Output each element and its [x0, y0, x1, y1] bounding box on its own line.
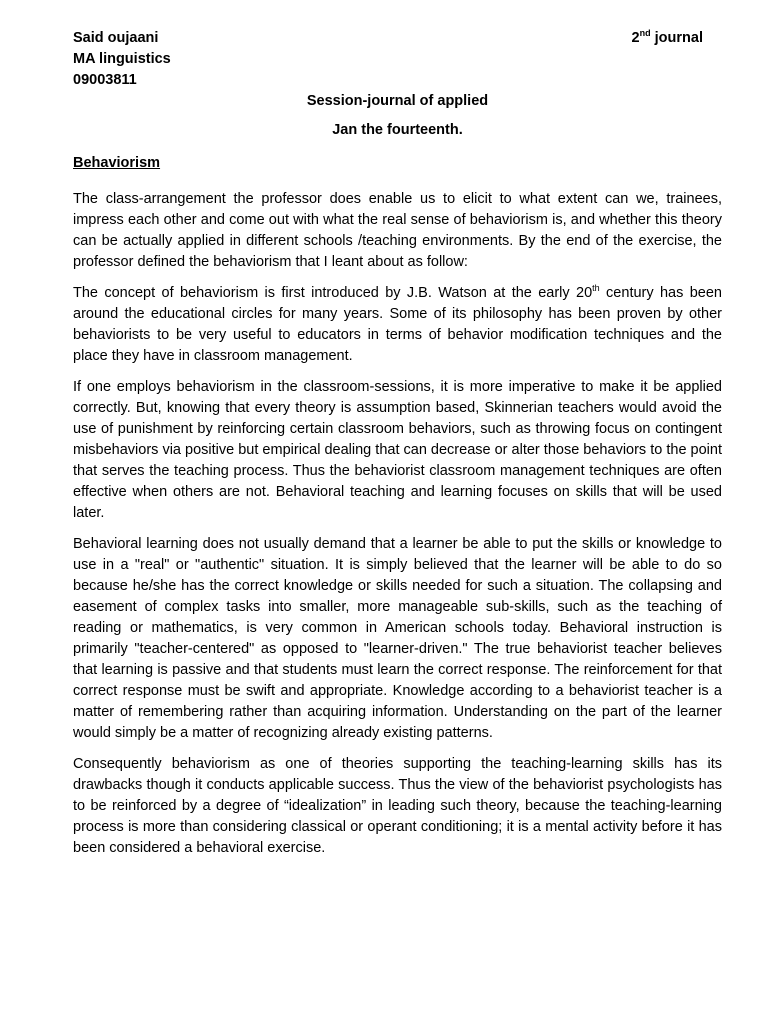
journal-number: 2 — [631, 30, 640, 46]
document-header — [73, 28, 722, 91]
journal-word: journal — [650, 30, 703, 46]
journal-ordinal-suffix: nd — [639, 28, 651, 38]
paragraph-2 — [73, 283, 722, 367]
paragraph-1: The class-arrangement the professor does enable us to elicit to what extent can we, trainees, impress each other and come out with what the real sense of behaviorism is, and whether this theory can be actually applied in different schools /teaching environments. By the end of the exercise, the professor defined the behaviorism that I leant about as follow: — [73, 191, 722, 270]
journal-number-label — [632, 28, 703, 49]
paragraph-2-superscript: th — [592, 283, 600, 293]
paragraph-2-text-end: century has been around the educational circles for many years. Some of its philosophy has been proven by other behaviorists to be very useful to educators in terms of behavior modification techniques and the place they have in classroom management. — [73, 285, 722, 364]
author-block — [73, 28, 171, 91]
paragraph-3: If one employs behaviorism in the classroom-sessions, it is more imperative to make it be applied correctly. But, knowing that every theory is assumption based, Skinnerian teachers would avoid the use of punishment by reinforcing certain classroom behaviors, such as throwing focus on contingent misbehaviors via positive but empirical dealing that can decrease or alter those behaviors to the point that serves the teaching process. Thus the behaviorist classroom management techniques are often effective when others are not. Behavioral teaching and learning focuses on skills that will be used later. — [73, 379, 722, 521]
section-heading: Behaviorism — [73, 155, 161, 171]
student-id: 09003811 — [73, 72, 137, 88]
document-page — [73, 28, 722, 859]
paragraph-2-text-start: The concept of behaviorism is first introduced by J.B. Watson at the early 20 — [73, 285, 593, 301]
document-date: Jan the fourteenth. — [332, 122, 463, 138]
document-title: Session-journal of applied — [306, 93, 489, 109]
author-degree: MA linguistics — [73, 51, 171, 67]
author-name: Said oujaani — [73, 30, 159, 46]
paragraph-4: Behavioral learning does not usually demand that a learner be able to put the skills or knowledge to use in a "real" or "authentic" situation. It is simply believed that the learner will be able to do so because he/she has the correct knowledge or skills needed for such a situation. The collapsing and easement of complex tasks into smaller, more manageable sub-skills, such as the teaching of reading or mathematics, is very common in American schools today. Behavioral instruction is primarily "teacher-centered" as opposed to "learner-driven." The true behaviorist teacher believes that learning is passive and that students must learn the correct response. The reinforcement for that correct response must be swift and appropriate. Knowledge according to a behaviorist teacher is a matter of remembering rather than acquiring information. Understanding on the part of the learner would simply be a matter of recognizing already existing patterns. — [73, 536, 722, 741]
paragraph-5: Consequently behaviorism as one of theories supporting the teaching-learning skills has its drawbacks though it conducts applicable success. Thus the view of the behaviorist psychologists has to be reinforced by a degree of “idealization” in leading such theory, because the teaching-learning process is more than considering classical or operant conditioning; it is a mental activity before it has been considered a behavioral exercise. — [73, 756, 722, 856]
